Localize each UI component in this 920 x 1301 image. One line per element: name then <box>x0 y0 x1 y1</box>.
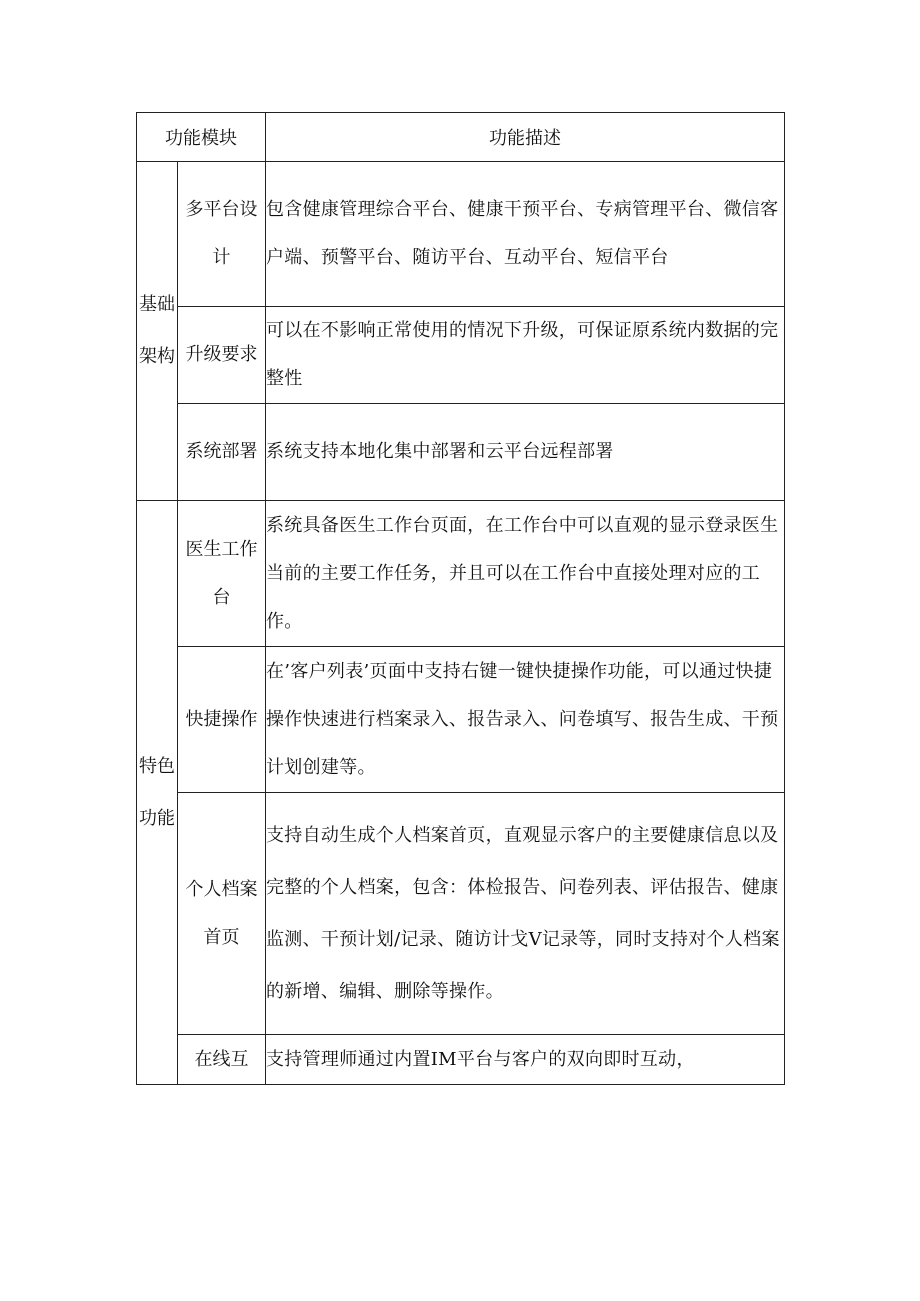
category-label-line: 功能 <box>139 807 175 829</box>
category-label-line: 架构 <box>139 346 175 367</box>
category-cell <box>137 501 178 1085</box>
table-row <box>137 404 785 501</box>
table-row <box>137 1035 785 1085</box>
header-module: 功能模块 <box>137 113 266 162</box>
module-cell: 在线互 <box>178 1035 266 1085</box>
module-cell: 升级要求 <box>178 307 266 404</box>
category-label-line: 特色 <box>139 755 175 777</box>
module-cell: 系统部署 <box>178 404 266 501</box>
table-row <box>137 162 785 307</box>
module-cell: 多平台设计 <box>178 162 266 307</box>
table-header-row <box>137 113 785 162</box>
description-cell: 系统具备医生工作台页面，在工作台中可以直观的显示登录医生当前的主要工作任务，并且可以在工作台中直接处理对应的工作。 <box>266 501 785 647</box>
description-cell: 系统支持本地化集中部署和云平台远程部署 <box>266 404 785 501</box>
header-description: 功能描述 <box>266 113 785 162</box>
module-cell: 个人档案首页 <box>178 793 266 1035</box>
module-cell: 快捷操作 <box>178 647 266 793</box>
function-table <box>136 112 785 1085</box>
description-cell: 在’客户列表’页面中支持右键一键快捷操作功能，可以通过快捷操作快速进行档案录入、报告录入、问卷填写、报告生成、干预计划创建等。 <box>266 647 785 793</box>
category-label-line: 基础 <box>139 294 175 315</box>
table-row <box>137 307 785 404</box>
category-cell <box>137 162 178 501</box>
module-cell: 医生工作台 <box>178 501 266 647</box>
description-cell: 支持管理师通过内置IM平台与客户的双向即时互动， <box>266 1035 785 1085</box>
table-row <box>137 793 785 1035</box>
description-cell: 包含健康管理综合平台、健康干预平台、专病管理平台、微信客户端、预警平台、随访平台、互动平台、短信平台 <box>266 162 785 307</box>
description-cell: 可以在不影响正常使用的情况下升级，可保证原系统内数据的完整性 <box>266 307 785 404</box>
table-row <box>137 647 785 793</box>
description-cell: 支持自动生成个人档案首页，直观显示客户的主要健康信息以及完整的个人档案，包含：体检报告、问卷列表、评估报告、健康监测、干预计划/记录、随访计戈V记录等，同时支持对个人档案的新增、编辑、删除等操作。 <box>266 793 785 1035</box>
table-row <box>137 501 785 647</box>
